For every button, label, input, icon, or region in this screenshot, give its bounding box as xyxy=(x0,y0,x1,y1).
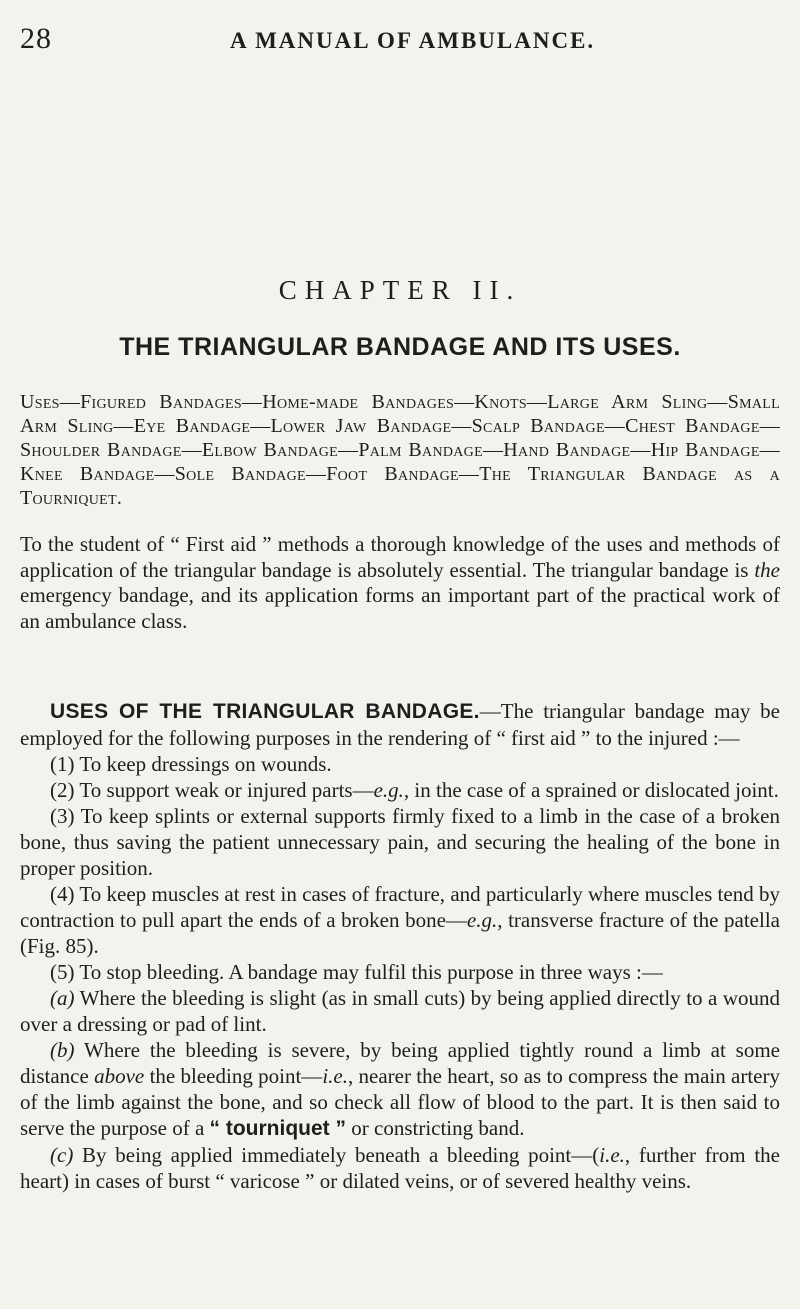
use-item-4-eg: e.g. xyxy=(466,908,498,932)
chapter-label: CHAPTER II. xyxy=(278,275,522,305)
use-item-5b-label: (b) xyxy=(50,1038,75,1062)
uses-section xyxy=(20,698,780,1194)
use-item-3: (3) To keep splints or external supports firmly fixed to a limb in the case of a broken bone, thus saving the patient unnecessary pain, and securing the healing of the bone in proper position. xyxy=(20,804,780,880)
tourniquet-term: “ tourniquet ” xyxy=(209,1117,346,1140)
use-item-5a-text: Where the bleeding is slight (as in small cuts) by being applied directly to a wound over a dressing or pad of lint. xyxy=(20,986,780,1036)
use-item-1: (1) To keep dressings on wounds. xyxy=(50,752,332,776)
use-item-2-eg: e.g. xyxy=(373,778,404,802)
use-item-5c-ie: i.e. xyxy=(599,1143,625,1167)
uses-lead-paragraph xyxy=(20,698,780,751)
book-title: A MANUAL OF AMBULANCE. xyxy=(230,28,596,53)
use-item-2-text-a: (2) To support weak or injured parts— xyxy=(50,778,374,802)
intro-text-2: emergency bandage, and its application forms an important part of the practical work of an ambulance class. xyxy=(20,583,780,633)
use-item-5b-text-4: or constricting band. xyxy=(346,1116,525,1140)
chapter-title: THE TRIANGULAR BANDAGE AND ITS USES. xyxy=(119,333,681,361)
use-item-5c xyxy=(20,1142,780,1194)
use-item-5a-label: (a) xyxy=(50,986,75,1010)
page-number: 28 xyxy=(20,22,52,55)
intro-text-1: To the student of “ First aid ” methods a thorough knowledge of the uses and methods of application of the triangular bandage is absolutely essential. The triangular bandage is xyxy=(20,532,780,582)
use-item-5b-ie: i.e. xyxy=(322,1064,348,1088)
use-item-5: (5) To stop bleeding. A bandage may fulfil this purpose in three ways :— xyxy=(50,960,663,984)
use-item-5b xyxy=(20,1037,780,1142)
chapter-synopsis: Uses—Figured Bandages—Home-made Bandages—Knots—Large Arm Sling—Small Arm Sling—Eye Bandage—Lower Jaw Bandage—Scalp Bandage—Chest Bandage—Shoulder Bandage—Elbow Bandage—Palm Bandage—Hand Bandage—Hip Bandage—Knee Bandage—Sole Bandage—Foot Bandage—The Triangular Bandage as a Tourniquet. xyxy=(20,391,780,509)
use-item-5b-above: above xyxy=(94,1064,145,1088)
use-item-4-text-a: (4) To keep muscles at rest in cases of fracture, and particularly where muscles tend by contraction to pull apart the ends of a broken bone— xyxy=(20,882,780,932)
use-item-2-text-b: , in the case of a sprained or dislocated joint. xyxy=(403,778,779,802)
use-item-5c-label: (c) xyxy=(50,1143,74,1167)
use-item-5c-text-2: , further from the heart) in cases of burst “ varicose ” or dilated veins, or of severed healthy veins. xyxy=(20,1143,780,1193)
uses-lead-text: —The triangular bandage may be employed for the following purposes in the rendering of “ first aid ” to the injured :— xyxy=(20,699,780,750)
section-heading: USES OF THE TRIANGULAR BANDAGE. xyxy=(50,700,480,723)
intro-emphasis: the xyxy=(754,557,780,582)
use-item-4 xyxy=(20,881,780,959)
use-item-5c-text-1: By being applied immediately beneath a bleeding point—( xyxy=(73,1143,600,1167)
use-item-4-text-b: , transverse fracture of the patella (Fig. 85). xyxy=(20,908,780,958)
use-item-5b-text-1: Where the bleeding is severe, by being applied tightly round a limb at some distance xyxy=(20,1038,780,1088)
use-item-2 xyxy=(20,777,780,803)
use-item-5b-text-2: the bleeding point— xyxy=(144,1064,323,1088)
intro-paragraph xyxy=(20,532,780,634)
use-item-5a xyxy=(20,985,780,1037)
use-item-5b-text-3: , nearer the heart, so as to compress the main artery of the limb against the bone, and so check all flow of blood to the part. It is then said to serve the purpose of a xyxy=(20,1064,780,1140)
running-head xyxy=(20,22,780,62)
